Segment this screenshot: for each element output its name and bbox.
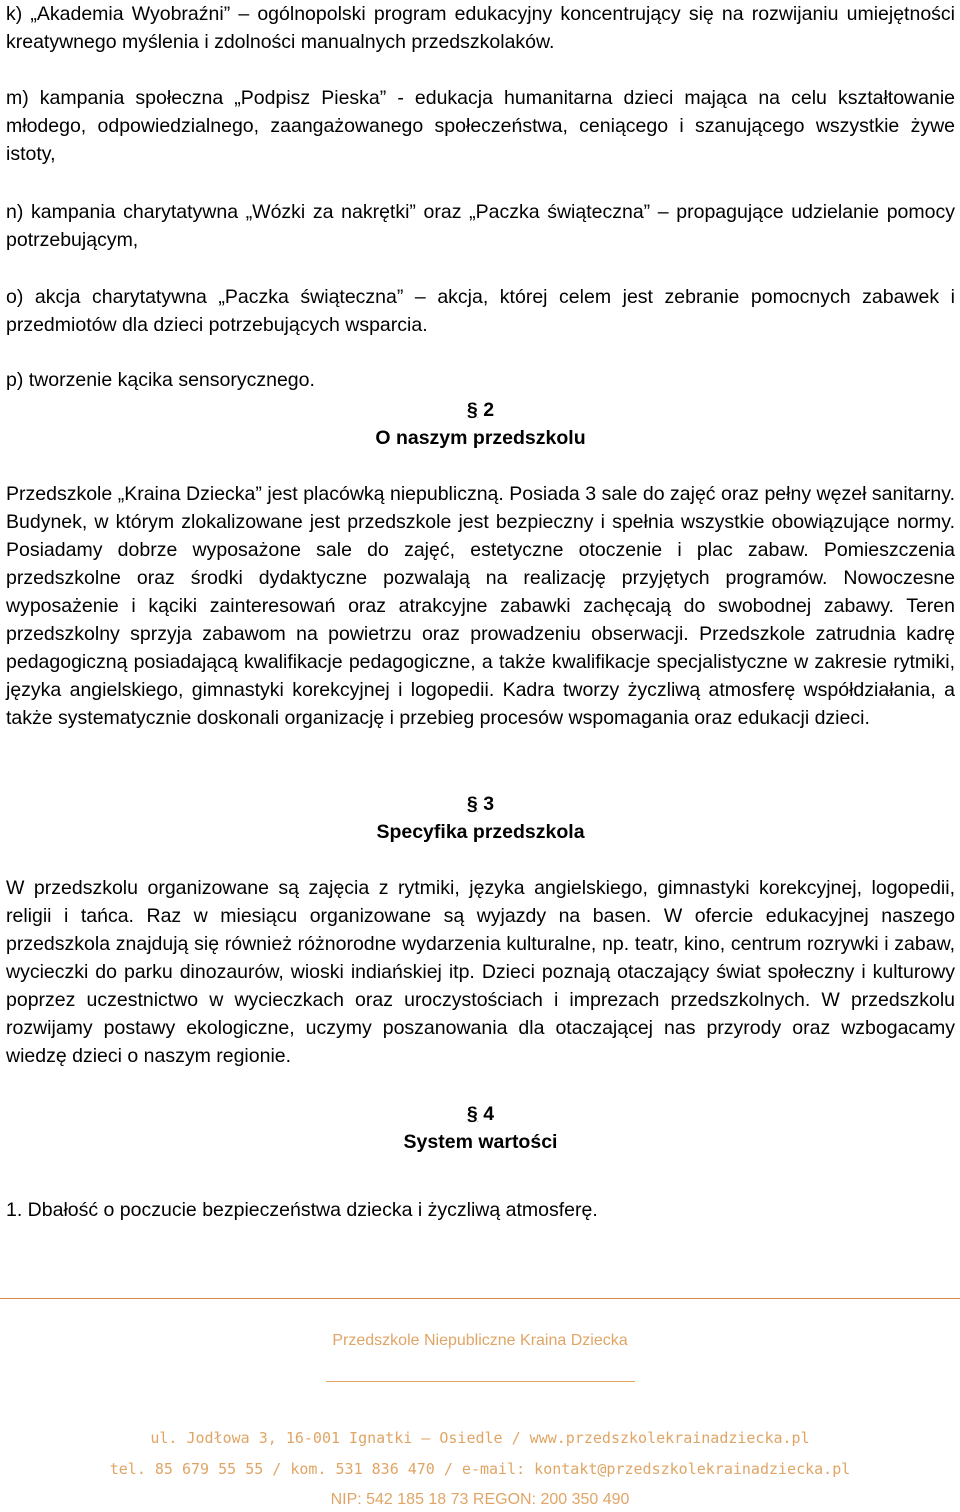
section-mark: § — [466, 793, 478, 815]
section-number: 2 — [483, 399, 495, 421]
footer-divider — [0, 1298, 960, 1299]
footer-address: ul. Jodłowa 3, 16-001 Ignatki – Osiedle / www.przedszkolekrainadziecka.pl — [150, 1429, 810, 1447]
section-4-number — [6, 1100, 955, 1128]
section-2-title: O naszym przedszkolu — [375, 427, 586, 449]
section-3-body: W przedszkolu organizowane są zajęcia z rytmiki, języka angielskiego, gimnastyki korekcyjnej, logopedii, religii i tańca. Raz w miesiącu organizowane są wyjazdy na basen. W ofercie edukacyjnej naszego przedszkola znajdują się również różnorodne wydarzenia kulturalne, np. teatr, kino, centrum rozrywki i zabaw, wycieczki do parku dinozaurów, wioski indiańskiej itp. Dzieci poznają otaczający świat społeczny i kulturowy poprzez uczestnictwo w wycieczkach oraz uroczystościach i imprezach przedszkolnych. W przedszkolu rozwijamy postawy ekologiczne, uczymy poszanowania dla otaczającej nas przyrody oraz wzbogacamy wiedzę dzieci o naszym regionie. — [6, 877, 955, 1067]
footer-contact: tel. 85 679 55 55 / kom. 531 836 470 / e-mail: kontakt@przedszkolekrainadziecka.pl — [109, 1460, 851, 1478]
section-4-title: System wartości — [403, 1131, 558, 1153]
section-number: 3 — [483, 793, 495, 815]
list-item-k: k) „Akademia Wyobraźni” – ogólnopolski program edukacyjny koncentrujący się na rozwijaniu umiejętności kreatywnego myślenia i zdolności manualnych przedszkolaków. — [6, 3, 955, 53]
section-mark: § — [466, 1103, 478, 1125]
list-item-n: n) kampania charytatywna „Wózki za nakrętki” oraz „Paczka świąteczna” – propagujące udzielanie pomocy potrzebującym, — [6, 201, 955, 251]
section-3-number — [6, 790, 955, 818]
section-2-number — [6, 396, 955, 424]
values-list-item-1: 1. Dbałość o poczucie bezpieczeństwa dziecka i życzliwą atmosferę. — [6, 1199, 598, 1221]
list-item-m: m) kampania społeczna „Podpisz Pieska” - edukacja humanitarna dzieci mająca na celu kształtowanie młodego, odpowiedzialnego, zaangażowanego społeczeństwa, ceniącego i szanującego wszystkie żywe istoty, — [6, 87, 955, 165]
footer-name-underline — [326, 1381, 635, 1382]
footer-school-name: Przedszkole Niepubliczne Kraina Dziecka — [332, 1332, 628, 1349]
list-item-p: p) tworzenie kącika sensorycznego. — [6, 369, 315, 391]
section-mark: § — [466, 399, 478, 421]
section-3-title: Specyfika przedszkola — [376, 821, 585, 843]
list-item-o: o) akcja charytatywna „Paczka świąteczna” – akcja, której celem jest zebranie pomocnych zabawek i przedmiotów dla dzieci potrzebujących wsparcia. — [6, 286, 955, 336]
footer-ids: NIP: 542 185 18 73 REGON: 200 350 490 — [330, 1491, 630, 1508]
section-number: 4 — [483, 1103, 495, 1125]
section-2-body: Przedszkole „Kraina Dziecka” jest placówką niepubliczną. Posiada 3 sale do zajęć oraz pełny węzeł sanitarny. Budynek, w którym zlokalizowane jest przedszkole jest bezpieczny i spełnia wszystkie obowiązujące normy. Posiadamy dobrze wyposażone sale do zajęć, estetyczne otoczenie i plac zabaw. Pomieszczenia przedszkolne oraz środki dydaktyczne pozwalają na realizację przyjętych programów. Nowoczesne wyposażenie i kąciki zainteresowań oraz atrakcyjne zabawki zachęcają do swobodnej zabawy. Teren przedszkolny sprzyja zabawom na powietrzu oraz prowadzeniu obserwacji. Przedszkole zatrudnia kadrę pedagogiczną posiadającą kwalifikacje pedagogiczne, a także kwalifikacje specjalistyczne w zakresie rytmiki, języka angielskiego, gimnastyki korekcyjnej i logopedii. Kadra tworzy życzliwą atmosferę współdziałania, a także systematycznie doskonali organizację i przebieg procesów wspomagania oraz edukacji dzieci. — [6, 483, 955, 729]
